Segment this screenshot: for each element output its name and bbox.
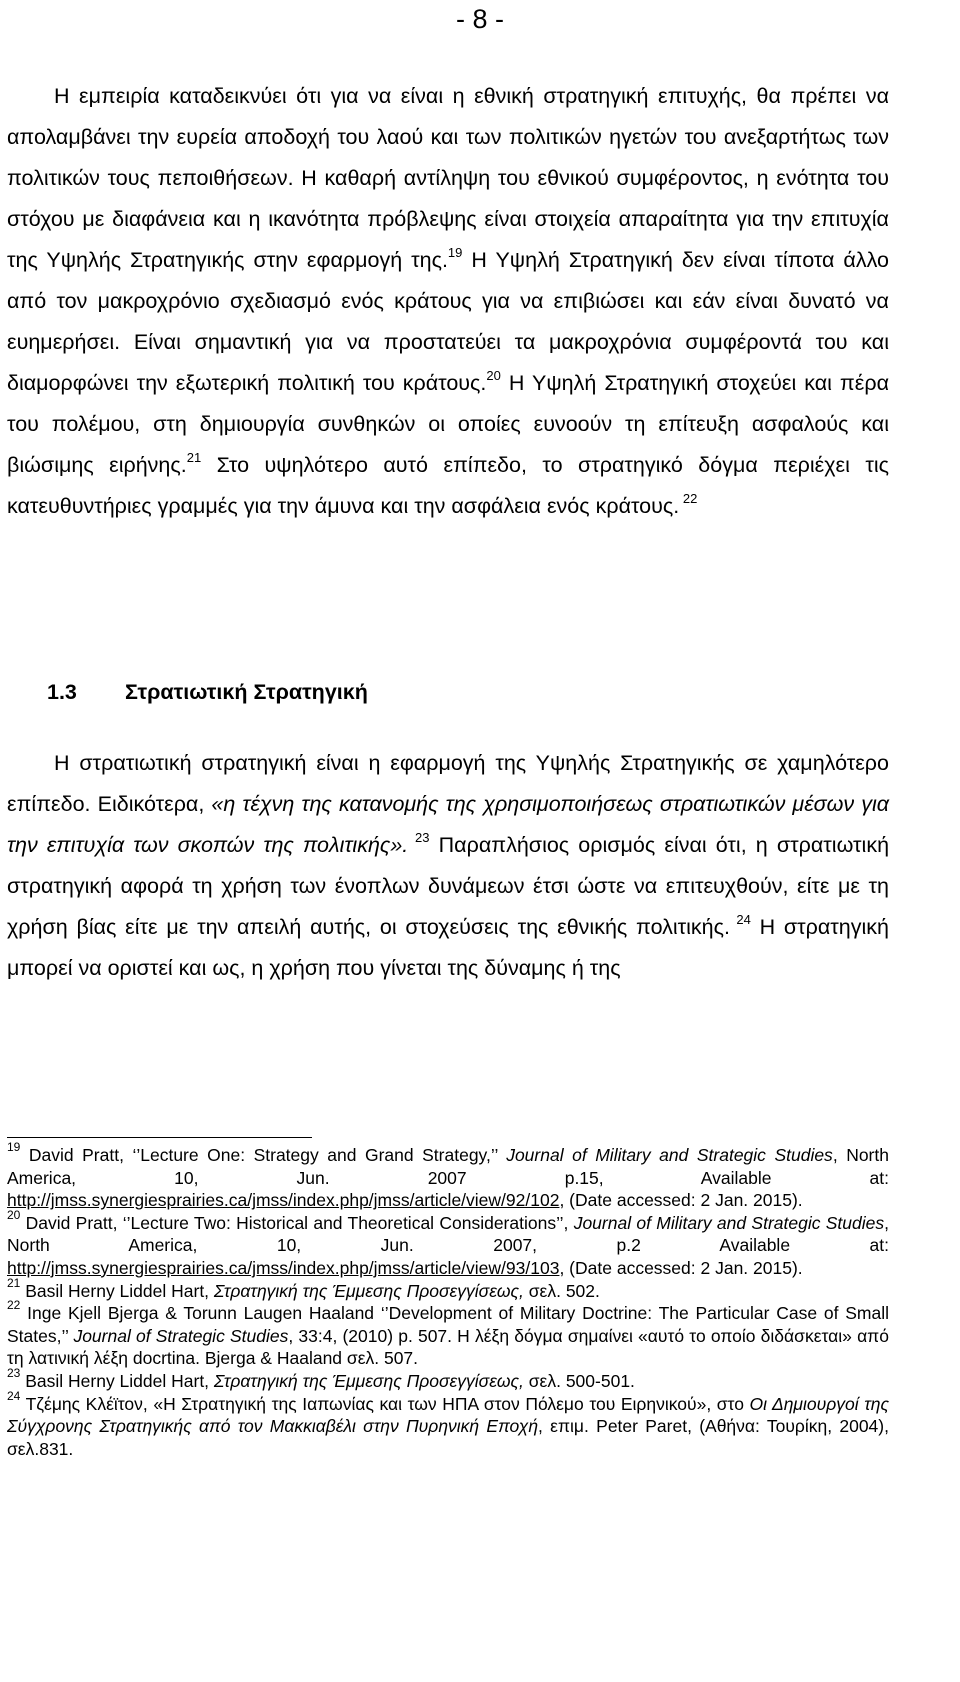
section-number: 1.3 — [47, 680, 77, 704]
footnote-journal: Journal of Military and Strategic Studies — [506, 1145, 833, 1165]
footnote-journal: Journal of Military and Strategic Studies — [573, 1212, 885, 1233]
footnote-title: Στρατηγική της Έμμεσης Προσεγγίσεως, — [213, 1280, 524, 1301]
footnote-title: Στρατηγική της Έμμεσης Προσεγγίσεως, — [213, 1370, 524, 1391]
sentence: Η εμπειρία καταδεικνύει ότι για να είναι η εθνική στρατηγική επιτυχής, θα πρέπει να απολαμβάνει την ευρεία αποδοχή του λαού και των πολιτικών ηγετών του ανεξαρτήτως των πολιτικών τους πεποιθήσεων. Η καθαρή αντίληψη του εθνικού συμφέροντος, η ενότητα του στόχου με διαφάνεια και η ικανότητα πρόβλεψης είναι στοιχεία απαραίτητα για την επιτυχία της Υψηλής Στρατηγικής στην εφαρμογή της. — [7, 84, 889, 272]
footnote-number: 24 — [7, 1388, 21, 1403]
footnote-text: David Pratt, ‘’Lecture Two: Historical and Theoretical Considerations’’, — [20, 1212, 574, 1233]
footnote-journal: Journal of Strategic Studies — [73, 1325, 289, 1346]
footnote-link[interactable]: http://jmss.synergiesprairies.ca/jmss/index.php/jmss/article/view/92/102 — [7, 1190, 560, 1211]
footnote-number: 23 — [7, 1366, 21, 1381]
sentence: Στο υψηλότερο αυτό επίπεδο, το στρατηγικό δόγμα περιέχει τις κατευθυντήριες γραμμές για την άμυνα και την ασφάλεια ενός κράτους. — [7, 453, 889, 518]
paragraph-text — [7, 76, 889, 527]
footnote-text: , North America, 10, Jun. 2007 p.15, Available at: — [7, 1145, 889, 1188]
footnote-20 — [7, 1207, 889, 1280]
footnote-text: , επιμ. Peter Paret, (Αθήνα: Τουρίκη, 2004), σελ.831. — [7, 1416, 889, 1459]
footnote-ref-20[interactable]: 20 — [486, 367, 501, 383]
footnote-text: , (Date accessed: 2 Jan. 2015). — [559, 1190, 803, 1211]
footnote-number: 20 — [7, 1207, 21, 1222]
sentence: Η στρατηγική μπορεί να οριστεί και ως, η χρήση που γίνεται της δύναμης ή της — [7, 915, 889, 980]
sentence: Η Υψηλή Στρατηγική στοχεύει και πέρα του πολέμου, στη δημιουργία συνθηκών οι οποίες ευνοούν τη επίτευξη ασφαλούς και βιώσιμης ειρήνης. — [7, 371, 889, 477]
footnote-text: , North America, 10, Jun. 2007, p.2 Available at: — [7, 1212, 889, 1256]
footnote-text: , (Date accessed: 2 Jan. 2015). — [559, 1257, 803, 1278]
footnote-24 — [7, 1388, 889, 1461]
footnote-text: σελ. 502. — [523, 1280, 600, 1301]
paragraph-military-strategy — [7, 743, 889, 989]
footnote-link[interactable]: http://jmss.synergiesprairies.ca/jmss/index.php/jmss/article/view/93/103 — [7, 1257, 560, 1278]
footnote-separator — [7, 1137, 312, 1138]
footnote-text: Τζέμης Κλέϊτον, «Η Στρατηγική της Ιαπωνίας και των ΗΠΑ στον Πόλεμο του Ειρηνικού», στο — [20, 1393, 750, 1414]
footnote-ref-23[interactable]: 23 — [408, 829, 430, 845]
footnote-23 — [7, 1366, 889, 1393]
footnote-text: David Pratt, ‘’Lecture One: Strategy and Grand Strategy,’’ — [20, 1145, 507, 1165]
footnote-text: Basil Herny Liddel Hart, — [20, 1280, 214, 1301]
footnote-21 — [7, 1275, 889, 1303]
section-title: Στρατιωτική Στρατηγική — [125, 680, 368, 704]
page-number: - 8 - — [455, 4, 504, 34]
footnote-text: , 33:4, (2010) p. 507. Η λέξη δόγμα σημαίνει «αυτό το οποίο διδάσκεται» από τη λατινική λέξη docrtina. Bjerga & Haaland σελ. 507. — [7, 1325, 889, 1369]
footnote-22 — [7, 1298, 889, 1370]
footnote-text: σελ. 500-501. — [523, 1370, 635, 1391]
footnote-number: 22 — [7, 1298, 21, 1313]
footnote-number: 19 — [7, 1140, 21, 1155]
sentence: Παραπλήσιος ορισμός είναι ότι, η στρατιωτική στρατηγική αφορά τη χρήση των ένοπλων δυνάμεων έτσι ώστε να επιτευχθούν, είτε με τη χρήση βίας είτε με την απειλή αυτής, οι στοχεύσεις της εθνικής πολιτικής. — [7, 833, 890, 939]
paragraph-text — [7, 743, 889, 989]
footnote-text: Inge Kjell Bjerga & Torunn Laugen Haaland ‘’Development of Military Doctrine: The Particular Case of Small States,’’ — [7, 1303, 889, 1346]
quoted-definition: «η τέχνη της κατανομής της χρησιμοποιήσεως στρατιωτικών μέσων για την επιτυχία των σκοπών της πολιτικής». — [7, 792, 889, 857]
footnote-text: Basil Herny Liddel Hart, — [20, 1370, 214, 1391]
section-heading — [47, 680, 368, 705]
footnote-ref-24[interactable]: 24 — [729, 911, 751, 927]
footnotes — [7, 1140, 889, 1460]
footnote-ref-19[interactable]: 19 — [447, 244, 463, 260]
footnote-title: Οι Δημιουργοί της Σύγχρονης Στρατηγικής από τον Μακκιαβέλι στην Πυρηνική Εποχή — [7, 1393, 889, 1437]
paragraph-grand-strategy — [7, 76, 889, 527]
footnote-ref-22[interactable]: 22 — [679, 490, 698, 506]
footnote-ref-21[interactable]: 21 — [186, 449, 202, 465]
footnote-number: 21 — [7, 1275, 21, 1290]
footnote-19 — [7, 1140, 889, 1212]
sentence: Η Υψηλή Στρατηγική δεν είναι τίποτα άλλο από τον μακροχρόνιο σχεδιασμό ενός κράτους για να επιβιώσει και εάν είναι δυνατό να ευημερήσει. Είναι σημαντική για να προστατεύει τα μακροχρόνια συμφέροντά του και διαμορφώνει την εξωτερική πολιτική του κράτους. — [7, 248, 889, 395]
sentence: Η στρατιωτική στρατηγική είναι η εφαρμογή της Υψηλής Στρατηγικής σε χαμηλότερο επίπεδο. Ειδικότερα, — [7, 751, 889, 816]
